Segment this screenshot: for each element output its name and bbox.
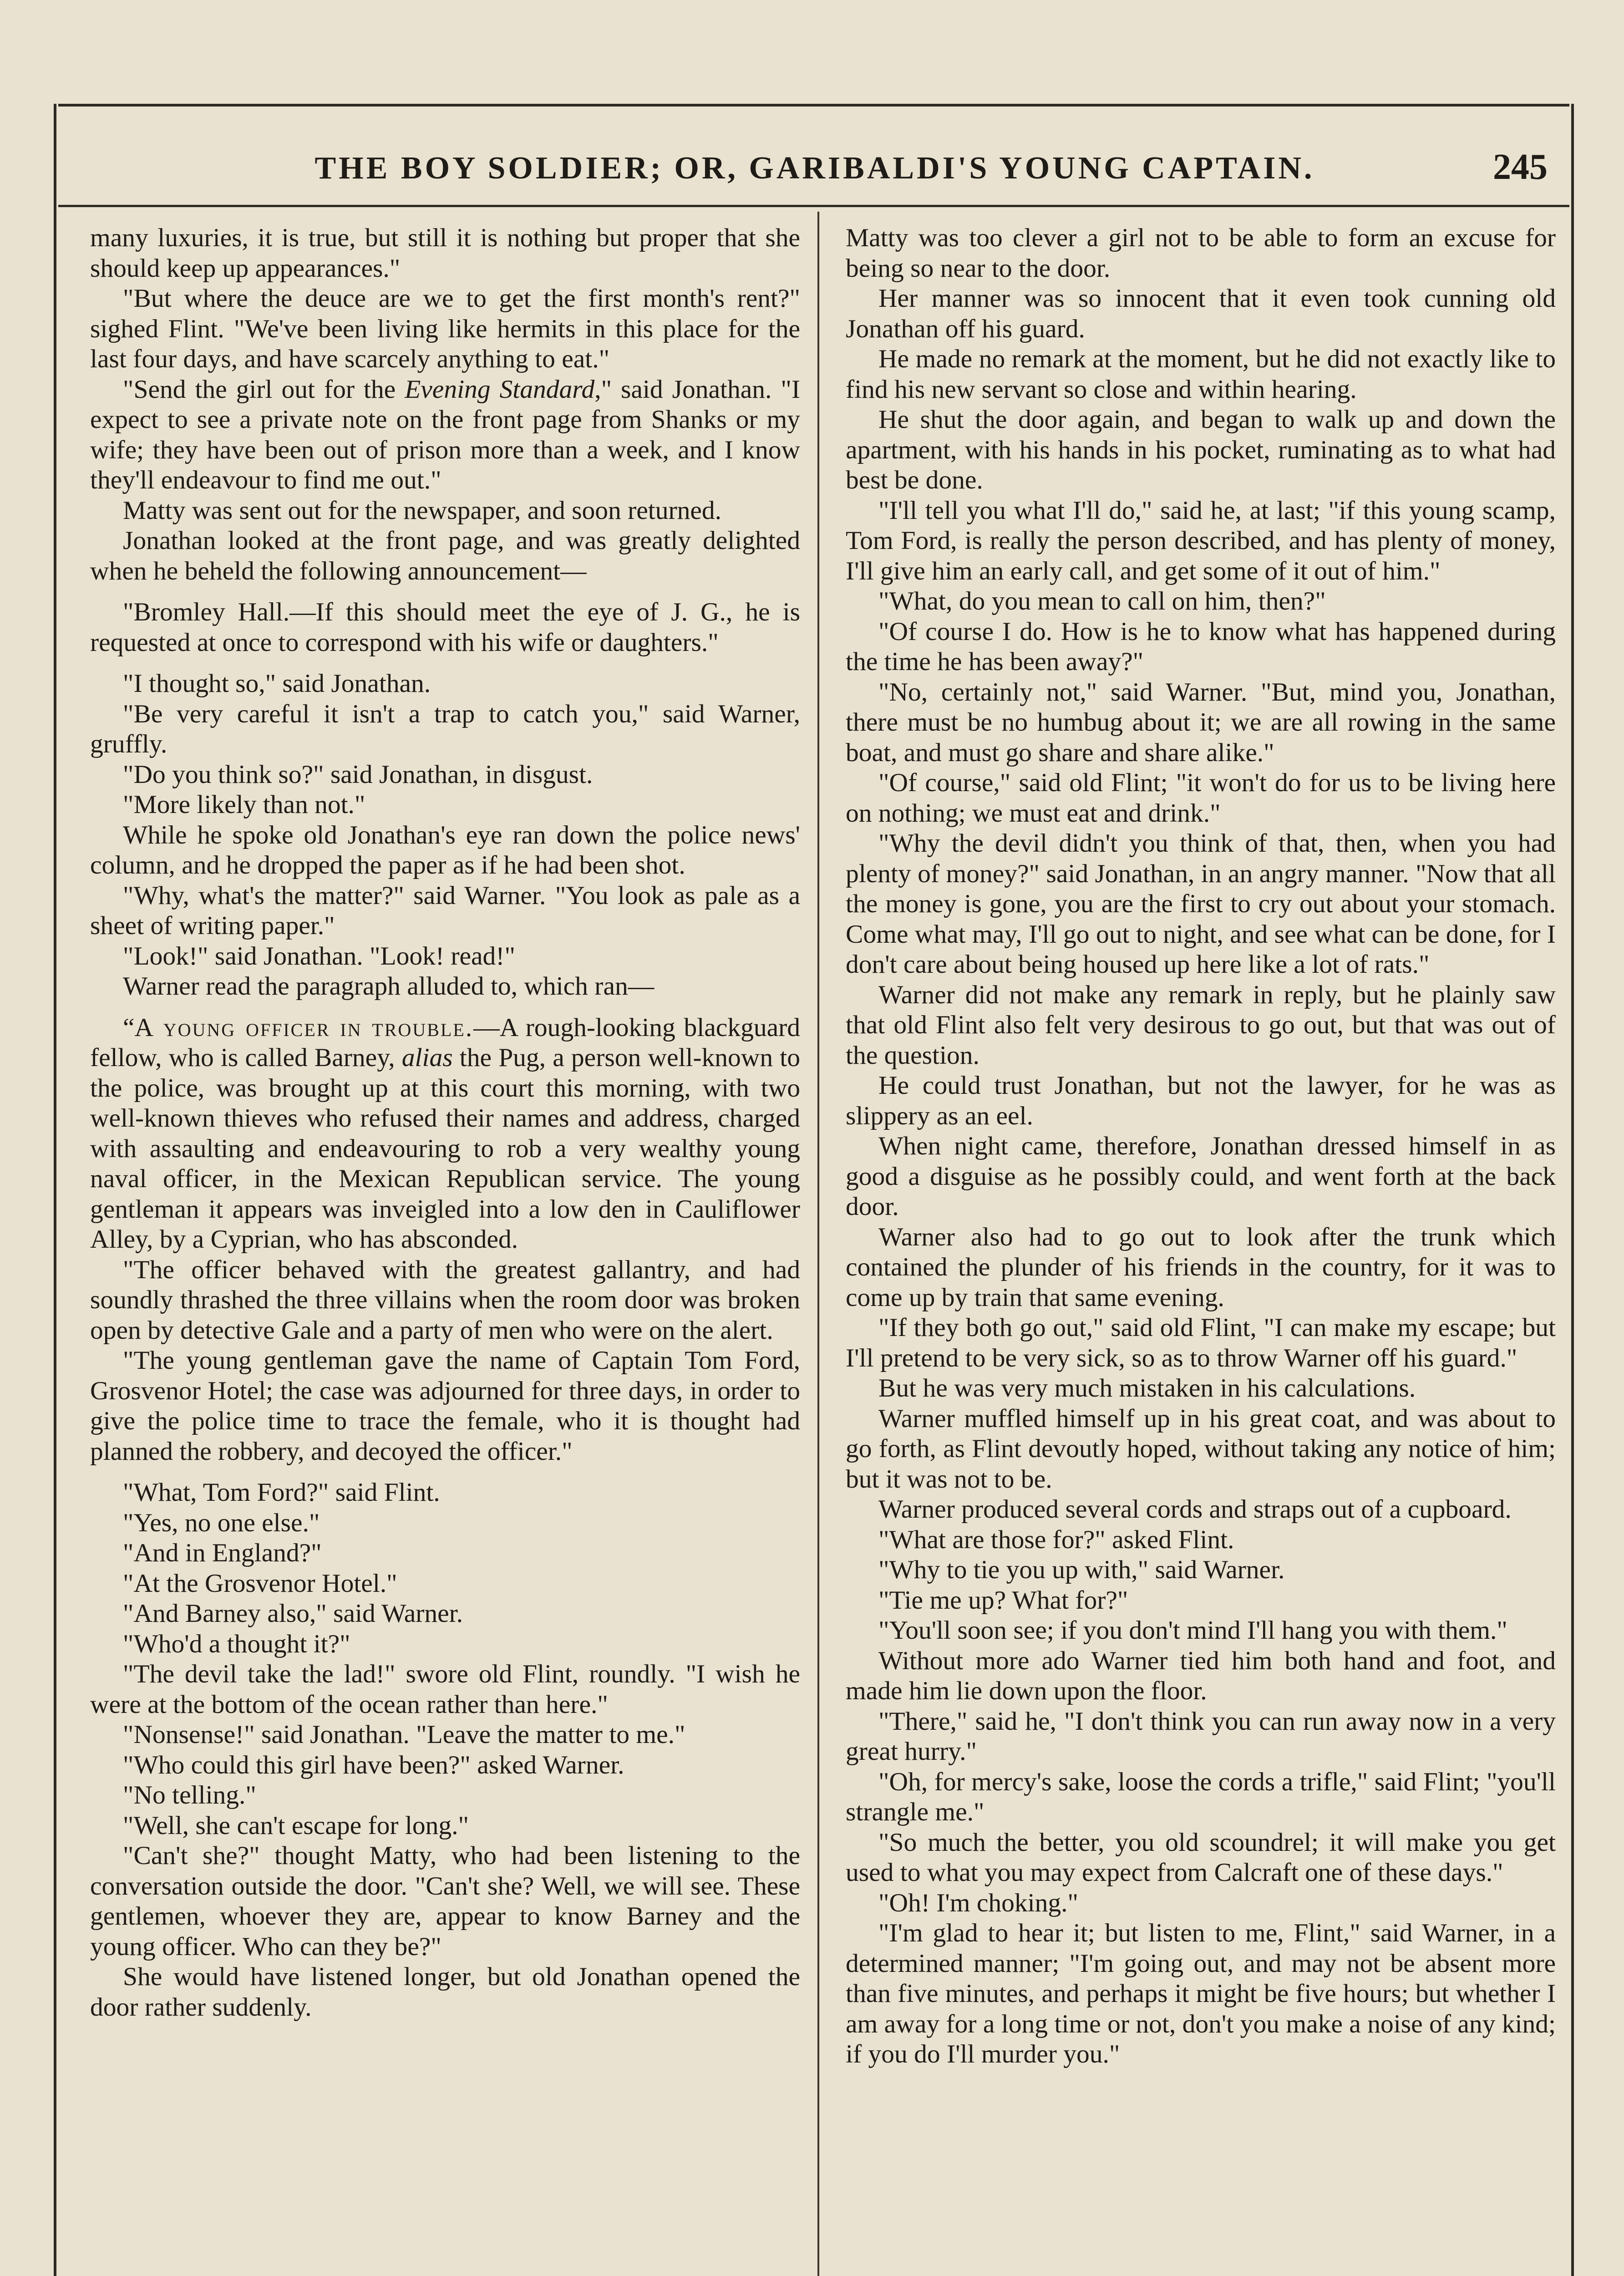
paragraph: "And Barney also," said Warner. xyxy=(123,1599,463,1628)
paragraph: "There," said he, "I don't think you can run away now in a very great hurry." xyxy=(846,1707,1556,1766)
paragraph: Warner produced several cords and straps out of a cupboard. xyxy=(878,1495,1512,1524)
paragraph: many luxuries, it is true, but still it is nothing but proper that she should keep up appearances." xyxy=(90,224,800,283)
paragraph: "Why the devil didn't you think of that, then, when you had plenty of money?" said Jonathan, in an angry manner. "Now that all the money is gone, you are the first to cry out about your stomach. Come what may, I'll go out to night, and see what can be done, for I don't care about being housed up here like a lot of rats." xyxy=(846,829,1556,979)
paragraph: "Well, she can't escape for long." xyxy=(123,1811,469,1840)
paragraph: "The devil take the lad!" swore old Flint, roundly. "I wish he were at the bottom of the ocean rather than here." xyxy=(90,1660,800,1719)
right-column xyxy=(846,223,1556,2070)
paragraph: Her manner was so innocent that it even took cunning old Jonathan off his guard. xyxy=(846,284,1556,343)
paragraph: "Of course," said old Flint; "it won't do for us to be living here on nothing; we must eat and drink." xyxy=(846,768,1556,828)
paragraph: Warner did not make any remark in reply, but he plainly saw that old Flint also felt very desirous to go out, but that was out of the question. xyxy=(846,980,1556,1070)
paragraph: He made no remark at the moment, but he did not exactly like to find his new servant so close and within hearing. xyxy=(846,345,1556,404)
paragraph: "Who could this girl have been?" asked Warner. xyxy=(123,1750,624,1779)
page-number: 245 xyxy=(1493,147,1548,187)
paragraph: "What, Tom Ford?" said Flint. xyxy=(123,1478,440,1507)
running-header: THE BOY SOLDIER; OR, GARIBALDI'S YOUNG CAPTAIN. xyxy=(315,151,1315,186)
paragraph: "At the Grosvenor Hotel." xyxy=(123,1569,397,1598)
newspaper-notice: "Bromley Hall.—If this should meet the eye of J. G., he is requested at once to correspond with his wife or daughters." xyxy=(90,598,800,657)
paragraph: "Be very careful it isn't a trap to catch you," said Warner, gruffly. xyxy=(90,699,800,758)
paragraph: "So much the better, you old scoundrel; it will make you get used to what you may expect from Calcraft one of these days." xyxy=(846,1828,1556,1887)
paragraph: He could trust Jonathan, but not the lawyer, for he was as slippery as an eel. xyxy=(846,1071,1556,1130)
paragraph: Matty was sent out for the newspaper, and soon returned. xyxy=(123,496,722,525)
paragraph: "And in England?" xyxy=(123,1539,322,1567)
paragraph: When night came, therefore, Jonathan dressed himself in as good a disguise as he possibly could, and went forth at the back door. xyxy=(846,1132,1556,1221)
paragraph: Without more ado Warner tied him both hand and foot, and made him lie down upon the floor. xyxy=(846,1646,1556,1705)
paragraph: Warner read the paragraph alluded to, which ran— xyxy=(123,972,655,1001)
paragraph: "Oh! I'm choking." xyxy=(878,1888,1078,1917)
paragraph: Warner also had to go out to look after the trunk which contained the plunder of his friends in the country, for it was to come up by train that same evening. xyxy=(846,1222,1556,1312)
paragraph: But he was very much mistaken in his calculations. xyxy=(878,1374,1416,1402)
paragraph: "Tie me up? What for?" xyxy=(878,1585,1128,1615)
paragraph: She would have listened longer, but old Jonathan opened the door rather suddenly. xyxy=(90,1962,800,2022)
paragraph: Jonathan looked at the front page, and was greatly delighted when he beheld the following announcement— xyxy=(90,526,800,585)
paragraph: "I'll tell you what I'll do," said he, at last; "if this young scamp, Tom Ford, is really the person described, and has plenty of money, I'll give him an early call, and get some of it out of him." xyxy=(846,496,1556,585)
paragraph: "I thought so," said Jonathan. xyxy=(123,669,431,698)
paragraph: "Why, what's the matter?" said Warner. "You look as pale as a sheet of writing paper." xyxy=(90,881,800,940)
paragraph: "If they both go out," said old Flint, "I can make my escape; but I'll pretend to be very sick, so as to throw Warner off his guard." xyxy=(846,1313,1556,1372)
paragraph: "The officer behaved with the greatest gallantry, and had soundly thrashed the three villains when the room door was broken open by detective Gale and a party of men who were on the alert. xyxy=(90,1255,800,1345)
newspaper-title: Evening Standard xyxy=(405,375,595,404)
paragraph: "Yes, no one else." xyxy=(123,1508,320,1537)
left-column xyxy=(90,223,800,2022)
paragraph: "More likely than not." xyxy=(123,790,365,819)
alias-word: alias xyxy=(401,1043,453,1072)
paragraph: "Why to tie you up with," said Warner. xyxy=(878,1555,1285,1584)
paragraph: "Do you think so?" said Jonathan, in disgust. xyxy=(123,760,593,789)
paragraph: "No, certainly not," said Warner. "But, mind you, Jonathan, there must be no humbug about it; we are all rowing in the same boat, and must go share and share alike." xyxy=(846,677,1556,767)
paragraph: "The young gentleman gave the name of Captain Tom Ford, Grosvenor Hotel; the case was adjourned for three days, in order to give the police time to trace the female, who it is thought had planned the robbery, and decoyed the officer." xyxy=(90,1346,800,1466)
paragraph: "Oh, for mercy's sake, loose the cords a trifle," said Flint; "you'll strangle me." xyxy=(846,1767,1556,1826)
header-rule xyxy=(58,205,1569,207)
paragraph: "What, do you mean to call on him, then?" xyxy=(878,587,1326,615)
paragraph: "You'll soon see; if you don't mind I'll hang you with them." xyxy=(878,1616,1507,1645)
paragraph: "Look!" said Jonathan. "Look! read!" xyxy=(123,941,515,970)
paragraph: Matty was too clever a girl not to be able to form an excuse for being so near to the door. xyxy=(846,224,1556,283)
paragraph: "Can't she?" thought Matty, who had been listening to the conversation outside the door. "Can't she? Well, we will see. These gentlemen, whoever they are, appear to know Barney and the young officer. Who can they be?" xyxy=(90,1841,800,1961)
column-divider xyxy=(817,212,819,2276)
paragraph: "But where the deuce are we to get the first month's rent?" sighed Flint. "We've been living like hermits in this place for the last four days, and have scarcely anything to eat." xyxy=(90,284,800,373)
police-news-paragraph: “A young officer in trouble.—A rough-looking blackguard fellow, who is called Barney, alias the Pug, a person well-known to the police, was brought up at this court this morning, with two well-known thieves who refused their names and address, charged with assaulting and endeavouring to rob a very wealthy young naval officer, in the Mexican Republican service. The young gentleman it appears was inveigled into a low den in Cauliflower Alley, by a Cyprian, who has absconded. xyxy=(90,1013,800,1254)
paragraph: Warner muffled himself up in his great coat, and was about to go forth, as Flint devoutly hoped, without taking any notice of him; but it was not to be. xyxy=(846,1404,1556,1494)
paragraph: He shut the door again, and began to walk up and down the apartment, with his hands in his pocket, ruminating as to what had best be done. xyxy=(846,405,1556,494)
paragraph: "No telling." xyxy=(123,1781,256,1809)
paragraph: "Who'd a thought it?" xyxy=(123,1629,350,1658)
paragraph: "Nonsense!" said Jonathan. "Leave the matter to me." xyxy=(123,1720,685,1749)
paragraph: "I'm glad to hear it; but listen to me, Flint," said Warner, in a determined manner; "I'm going out, and may not be absent more than five minutes, and perhaps it might be five hours; but whether I am away for a long time or not, don't you make a noise of any kind; if you do I'll murder you." xyxy=(846,1919,1556,2068)
top-rule xyxy=(58,104,1569,107)
paragraph: "Send the girl out for the Evening Standard," said Jonathan. "I expect to see a private note on the front page from Shanks or my wife; they have been out of prison more than a week, and I know they'll endeavour to find me out." xyxy=(90,375,800,494)
police-news-heading: A young officer in trouble. xyxy=(134,1013,474,1042)
paragraph: "What are those for?" asked Flint. xyxy=(878,1525,1234,1554)
paragraph: "Of course I do. How is he to know what has happened during the time he has been away?" xyxy=(846,617,1556,676)
paragraph: While he spoke old Jonathan's eye ran down the police news' column, and he dropped the paper as if he had been shot. xyxy=(90,820,800,879)
